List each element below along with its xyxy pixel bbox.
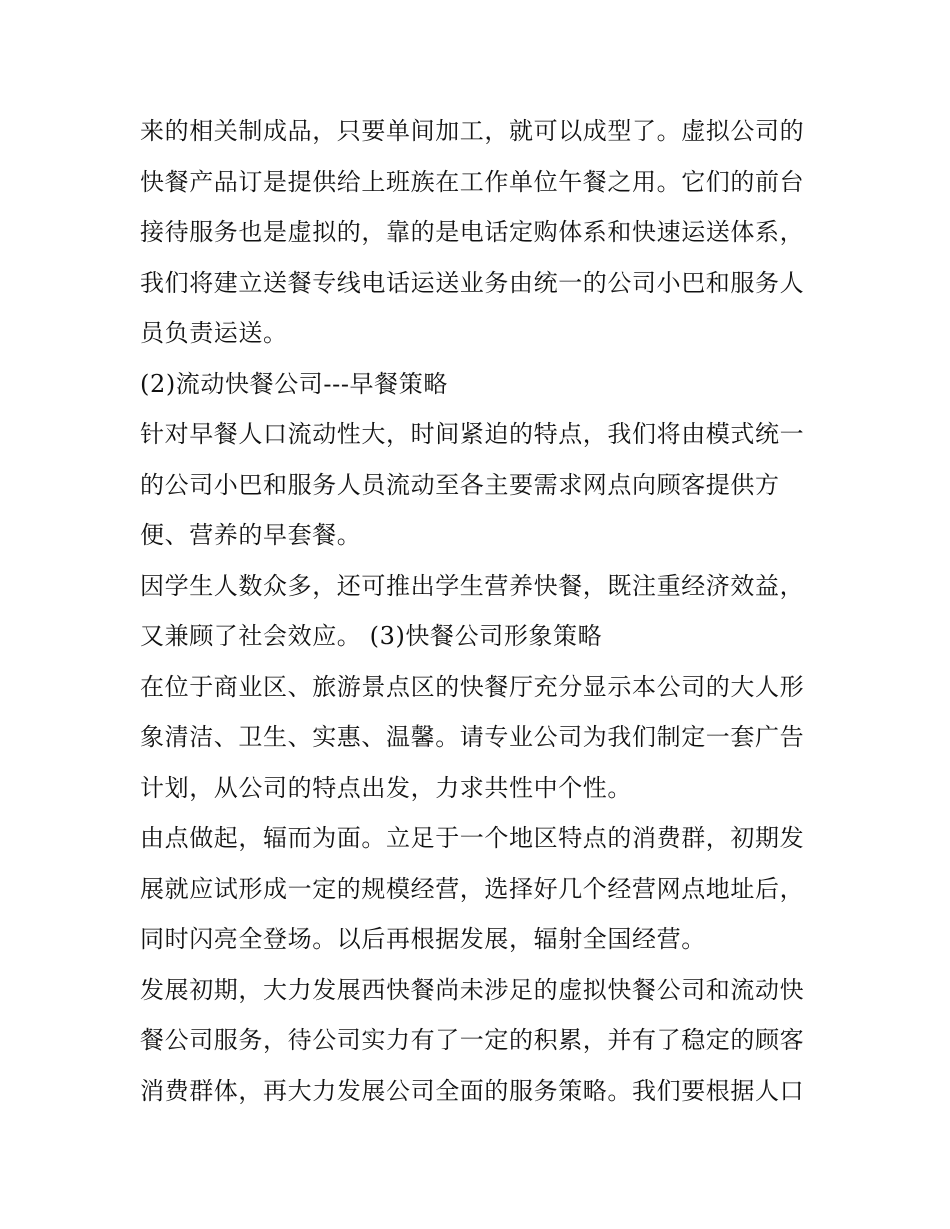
text-line: 我们将建立送餐专线电话运送业务由统一的公司小巴和服务人: [140, 268, 805, 297]
text-line: 因学生人数众多，还可推出学生营养快餐，既注重经济效益，: [140, 571, 805, 600]
text-line: 员负责运送。: [140, 319, 288, 347]
text-line: 消费群体，再大力发展公司全面的服务策略。我们要根据人口: [140, 1076, 805, 1105]
section-heading: (2)流动快餐公司---早餐策略: [140, 369, 448, 398]
text-line: 接待服务也是虚拟的，靠的是电话定购体系和快速运送体系，: [140, 218, 805, 246]
text-line: 象清洁、卫生、实惠、温馨。请专业公司为我们制定一套广告: [140, 723, 805, 751]
text-line: 餐公司服务，待公司实力有了一定的积累，并有了稳定的顾客: [140, 1026, 805, 1054]
text-line: 展就应试形成一定的规模经营，选择好几个经营网点地址后，: [140, 874, 805, 903]
text-line: 计划，从公司的特点出发，力求共性中个性。: [140, 773, 632, 802]
text-line: 同时闪亮全登场。以后再根据发展，辐射全国经营。: [140, 925, 706, 953]
text-line: 发展初期，大力发展西快餐尚未涉足的虚拟快餐公司和流动快: [140, 975, 805, 1004]
text-line: 的公司小巴和服务人员流动至各主要需求网点向顾客提供方: [140, 470, 780, 499]
text-line: 来的相关制成品，只要单间加工，就可以成型了。虚拟公司的: [140, 117, 805, 145]
text-line: 又兼顾了社会效应。 (3)快餐公司形象策略: [140, 622, 603, 650]
document-body: [140, 106, 820, 1116]
text-line: 快餐产品订是提供给上班族在工作单位午餐之用。它们的前台: [140, 167, 805, 196]
text-line: 在位于商业区、旅游景点区的快餐厅充分显示本公司的大人形: [140, 672, 805, 701]
text-line: 由点做起，辐而为面。立足于一个地区特点的消费群，初期发: [140, 824, 805, 852]
text-line: 便、营养的早套餐。: [140, 521, 362, 549]
text-line: 针对早餐人口流动性大，时间紧迫的特点，我们将由模式统一: [140, 420, 805, 448]
